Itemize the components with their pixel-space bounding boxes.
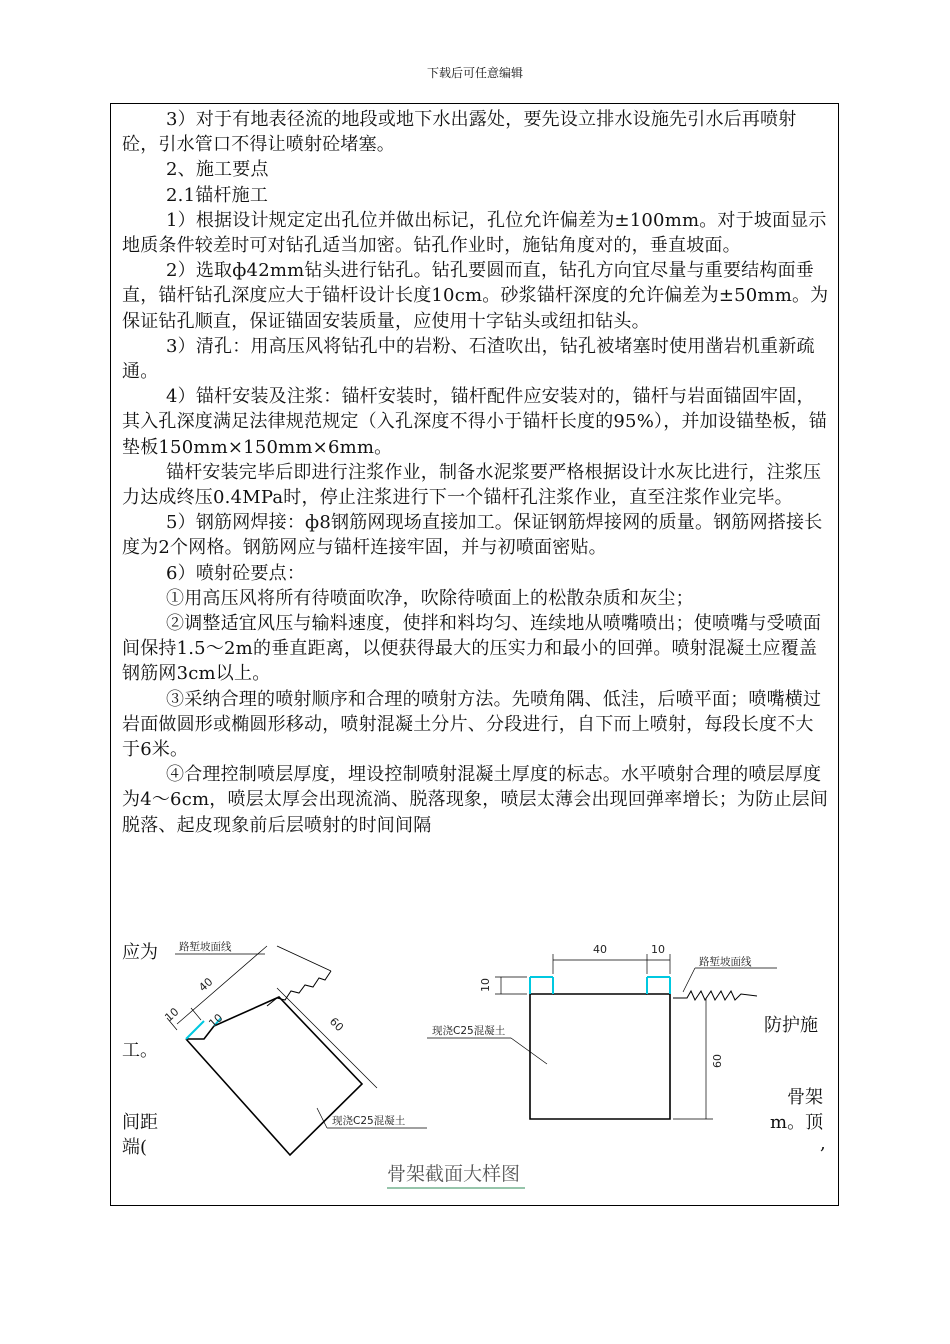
right-dim-40: 40: [593, 943, 607, 956]
left-dim-10a: 10: [162, 1005, 182, 1025]
paragraph: 锚杆安装完毕后即进行注浆作业，制备水泥浆要严格根据设计水灰比进行，注浆压力达成终压0.4MPa时，停止注浆进行下一个锚杆孔注浆作业，直至注浆作业完毕。: [122, 461, 822, 509]
left-slope-label: 路堑坡面线: [179, 941, 232, 953]
paragraph: 3）清孔：用高压风将钻孔中的岩粉、石渣吹出，钻孔被堵塞时使用凿岩机重新疏通。: [122, 335, 815, 383]
paragraph: 5）钢筋网焊接：ф8钢筋网现场直接加工。保证钢筋焊接网的质量。钢筋网搭接长度为2个网格。钢筋网应与锚杆连接牢固，并与初喷面密贴。: [122, 512, 823, 559]
section-drawing: [117, 938, 831, 1198]
right-concrete-label: 现浇C25混凝土: [432, 1025, 506, 1037]
paragraph: 4）锚杆安装及注浆：锚杆安装时，锚杆配件应安装对的，锚杆与岩面锚固牢固，其入孔深度满足法律规范规定（入孔深度不得小于锚杆长度的95%），并加设锚垫板，锚垫板150mm×150mm×6mm。: [122, 386, 828, 458]
right-concrete-outline: [530, 977, 670, 1119]
text-fragment: 端(: [122, 1133, 147, 1159]
drawing-caption: 骨架截面大样图: [387, 1163, 521, 1185]
right-dim-10-side: 10: [479, 978, 492, 992]
section-heading: 2、施工要点: [166, 159, 269, 181]
paragraph: 6）喷射砼要点：: [166, 562, 306, 584]
paragraph: ①用高压风将所有待喷面吹净，吹除待喷面上的松散杂质和灰尘；: [166, 587, 694, 609]
text-fragment: m。顶: [770, 1108, 823, 1134]
right-dim-60: 60: [711, 1054, 724, 1068]
right-slope-label: 路堑坡面线: [699, 956, 752, 968]
text-fragment: 间距: [122, 1108, 158, 1134]
left-dim-60: 60: [326, 1014, 346, 1035]
paragraph: ④合理控制喷层厚度，埋设控制喷射混凝土厚度的标志。水平喷射合理的喷层厚度为4～6cm，喷层太厚会出现流淌、脱落现象，喷层太薄会出现回弹率增长；为防止层间脱落、起皮现象前后层喷射的时间间隔: [122, 764, 829, 836]
paragraph: ③采纳合理的喷射顺序和合理的喷射方法。先喷角隅、低洼，后喷平面；喷嘴横过岩面做圆形或椭圆形移动，喷射混凝土分片、分段进行，自下而上喷射，每段长度不大于6米。: [122, 688, 822, 761]
text-fragment: 防护施: [764, 1011, 818, 1037]
paragraph: 3）对于有地表径流的地段或地下水出露处，要先设立排水设施先引水后再喷射砼，引水管口不得让喷射砼堵塞。: [122, 109, 797, 156]
text-fragment: 应为: [122, 938, 158, 964]
left-dim-10b: 10: [206, 1011, 226, 1031]
subsection-heading: 2.1锚杆施工: [166, 184, 269, 206]
paragraph: 2）选取ф42mm钻头进行钻孔。钻孔要圆而直，钻孔方向宜尽量与重要结构面垂直，锚杆钻孔深度应大于锚杆设计长度10cm。砂浆锚杆深度的允许偏差为±50mm。为保证钻孔顺直，保证锚固安装质量，应使用十字钻头或纽扣钻头。: [122, 260, 829, 332]
text-fragment: 骨架: [787, 1083, 823, 1109]
text-fragment: 工。: [122, 1036, 158, 1062]
page-header: 下载后可任意编辑: [426, 66, 523, 80]
right-dim-10-top: 10: [651, 943, 665, 956]
body-text: [122, 107, 830, 838]
left-concrete-label: 现浇C25混凝土: [332, 1115, 406, 1127]
paragraph: ②调整适宜风压与输料速度，使拌和料均匀、连续地从喷嘴喷出；使喷嘴与受喷面间保持1.5～2m的垂直距离，以便获得最大的压实力和最小的回弹。喷射混凝土应覆盖钢筋网3cm以上。: [122, 613, 822, 685]
paragraph: 1）根据设计规定定出孔位并做出标记，孔位允许偏差为±100mm。对于坡面显示地质条件较差时可对钻孔适当加密。钻孔作业时，施钻角度对的，垂直坡面。: [122, 209, 827, 257]
text-fragment: ,: [820, 1133, 826, 1154]
drawing-svg: [117, 938, 831, 1198]
left-dim-40: 40: [196, 975, 216, 995]
